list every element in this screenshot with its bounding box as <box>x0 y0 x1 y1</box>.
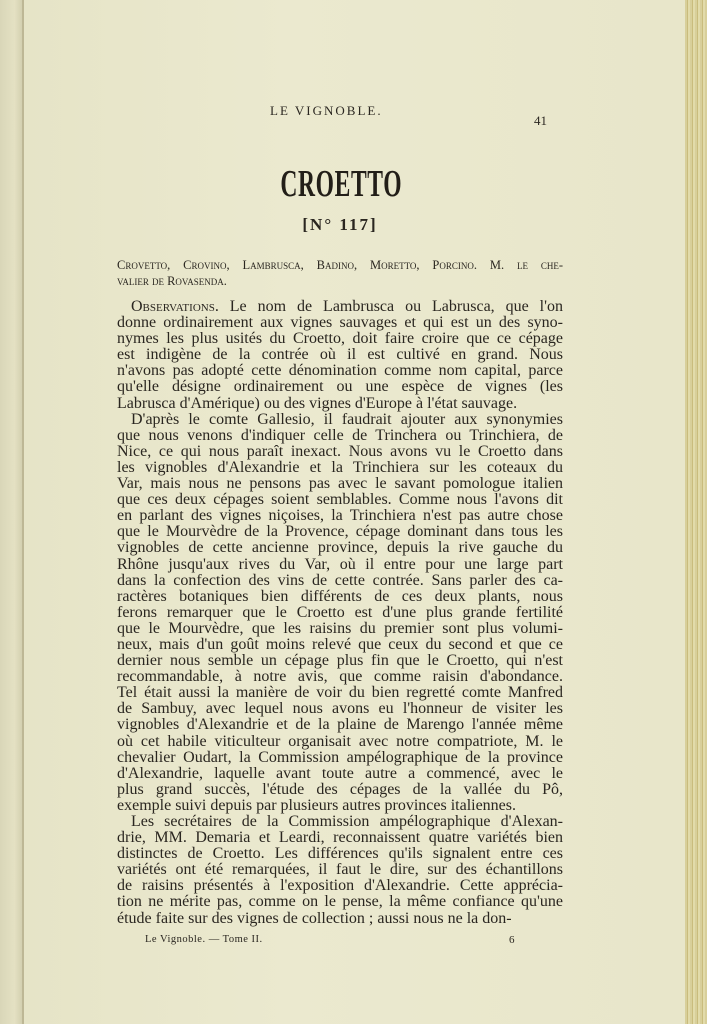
text-line: de raisins présentés à l'exposition d'Alexandrie. Cette apprécia- <box>117 877 563 895</box>
body-text <box>117 299 563 927</box>
text-line: ferons remarquer que le Croetto est d'une plus grande fertilité <box>117 603 563 621</box>
footer-signature: Le Vignoble. — Tome II. <box>145 934 263 945</box>
paragraph <box>117 412 563 814</box>
entry-number: [N° 117] <box>302 215 378 234</box>
text-line: n'avons pas adopté cette dénomination comme nom capital, parce <box>117 362 563 380</box>
text-line: que ces deux cépages soient semblables. Comme nous l'avons dit <box>117 491 563 509</box>
text-line: Var, mais nous ne pensons pas avec le savant pomologue italien <box>117 475 563 493</box>
text-line: ractères botaniques bien différents de ces deux plants, nous <box>117 587 563 605</box>
text-line: dernier nous semble un cépage plus fin que le Croetto, qui n'est <box>117 652 563 670</box>
text-line: recommandable, à notre avis, que comme raisin d'abondance. <box>117 668 563 686</box>
text-line: nymes les plus usités du Croetto, doit faire croire que ce cépage <box>117 330 563 348</box>
text-line: Les secrétaires de la Commission ampélographique d'Alexan- <box>131 813 563 830</box>
text-line: les vignobles d'Alexandrie et la Trinchiera sur les coteaux du <box>117 458 563 476</box>
synonyms <box>117 257 563 289</box>
page-edges-right <box>685 0 707 1024</box>
text-line: plus grand succès, l'étude des cépages de la vallée du Pô, <box>117 780 563 798</box>
text-line: que le Mourvèdre, que les raisins du premier sont plus volumi- <box>117 619 563 637</box>
text-line <box>117 299 563 315</box>
text-line: D'après le comte Gallesio, il faudrait ajouter aux synonymies <box>131 410 563 428</box>
text-line: Tel était aussi la manière de voir du bien regretté comte Manfred <box>117 684 563 702</box>
text-line: d'Alexandrie, laquelle avant toute autre a commencé, avec le <box>117 764 563 782</box>
text-line: qu'elle désigne ordinairement ou une espèce de vignes (les <box>117 378 563 396</box>
entry-title: CROETTO <box>280 163 403 205</box>
observations-label: Observations. <box>131 298 219 315</box>
text-line: chevalier Oudart, la Commission ampélographique de la province <box>117 748 563 766</box>
text-line: Nice, ce qui nous paraît inexact. Nous avons vu le Croetto dans <box>117 442 563 460</box>
sheet-number: 6 <box>509 934 515 946</box>
text-line: vignobles de cette ancienne province, depuis la rive gauche du <box>117 539 563 557</box>
running-title: LE VIGNOBLE. <box>270 103 383 118</box>
page-number: 41 <box>534 113 547 128</box>
text-line: étude faite sur des vignes de collection ; aussi nous ne la don- <box>117 909 512 927</box>
text-line: donne ordinairement aux vignes sauvages et qui est un des syno- <box>117 314 563 332</box>
text-line: distinctes de Croetto. Les différences qu'ils signalent entre ces <box>117 845 563 863</box>
text-line: exemple suivi depuis par plusieurs autres provinces italiennes. <box>117 796 517 814</box>
text-line: dans la confection des vins de cette contrée. Sans parler des ca- <box>117 571 563 589</box>
text-line: que le Mourvèdre de la Provence, cépage dominant dans tous les <box>117 523 563 541</box>
text-line: tion ne mérite pas, comme on le pense, la même confiance qu'une <box>117 893 563 911</box>
text-line: Labrusca d'Amérique) ou des vignes d'Europe à l'état sauvage. <box>117 394 518 412</box>
paragraph <box>117 814 563 927</box>
book-gutter-left <box>0 0 24 1024</box>
text-line: neux, mais d'un goût moins relevé que ceux du second et que ce <box>117 635 563 653</box>
text-line: est indigène de la contrée où il est cultivé en grand. Nous <box>117 346 563 364</box>
text-line: drie, MM. Demaria et Leardi, reconnaissent quatre variétés bien <box>117 829 563 847</box>
text-line: vignobles d'Alexandrie et de la plaine de Marengo l'année même <box>117 716 563 734</box>
synonyms-line: valier de Rovasenda. <box>117 274 227 288</box>
paragraph <box>117 299 563 412</box>
text-line: de Sambuy, avec lequel nous avons eu l'honneur de visiter les <box>117 700 563 718</box>
text-line: que nous venons d'indiquer celle de Trinchera ou Trinchiera, de <box>117 426 563 444</box>
text-line: en parlant des vignes niçoises, la Trinchiera n'est pas autre chose <box>117 507 563 525</box>
text-line: Rhône jusqu'aux rives du Var, où il entre pour une large part <box>117 555 563 573</box>
synonyms-line: Crovetto, Crovino, Lambrusca, Badino, Moretto, Porcino. M. le che- <box>117 258 563 272</box>
text-line: où cet habile viticulteur organisait avec notre compatriote, M. le <box>117 732 563 750</box>
text-line-rest: Le nom de Lambrusca ou Labrusca, que l'on <box>218 298 563 315</box>
text-line: variétés ont été remarquées, il faut le dire, sur des échantillons <box>117 861 563 879</box>
